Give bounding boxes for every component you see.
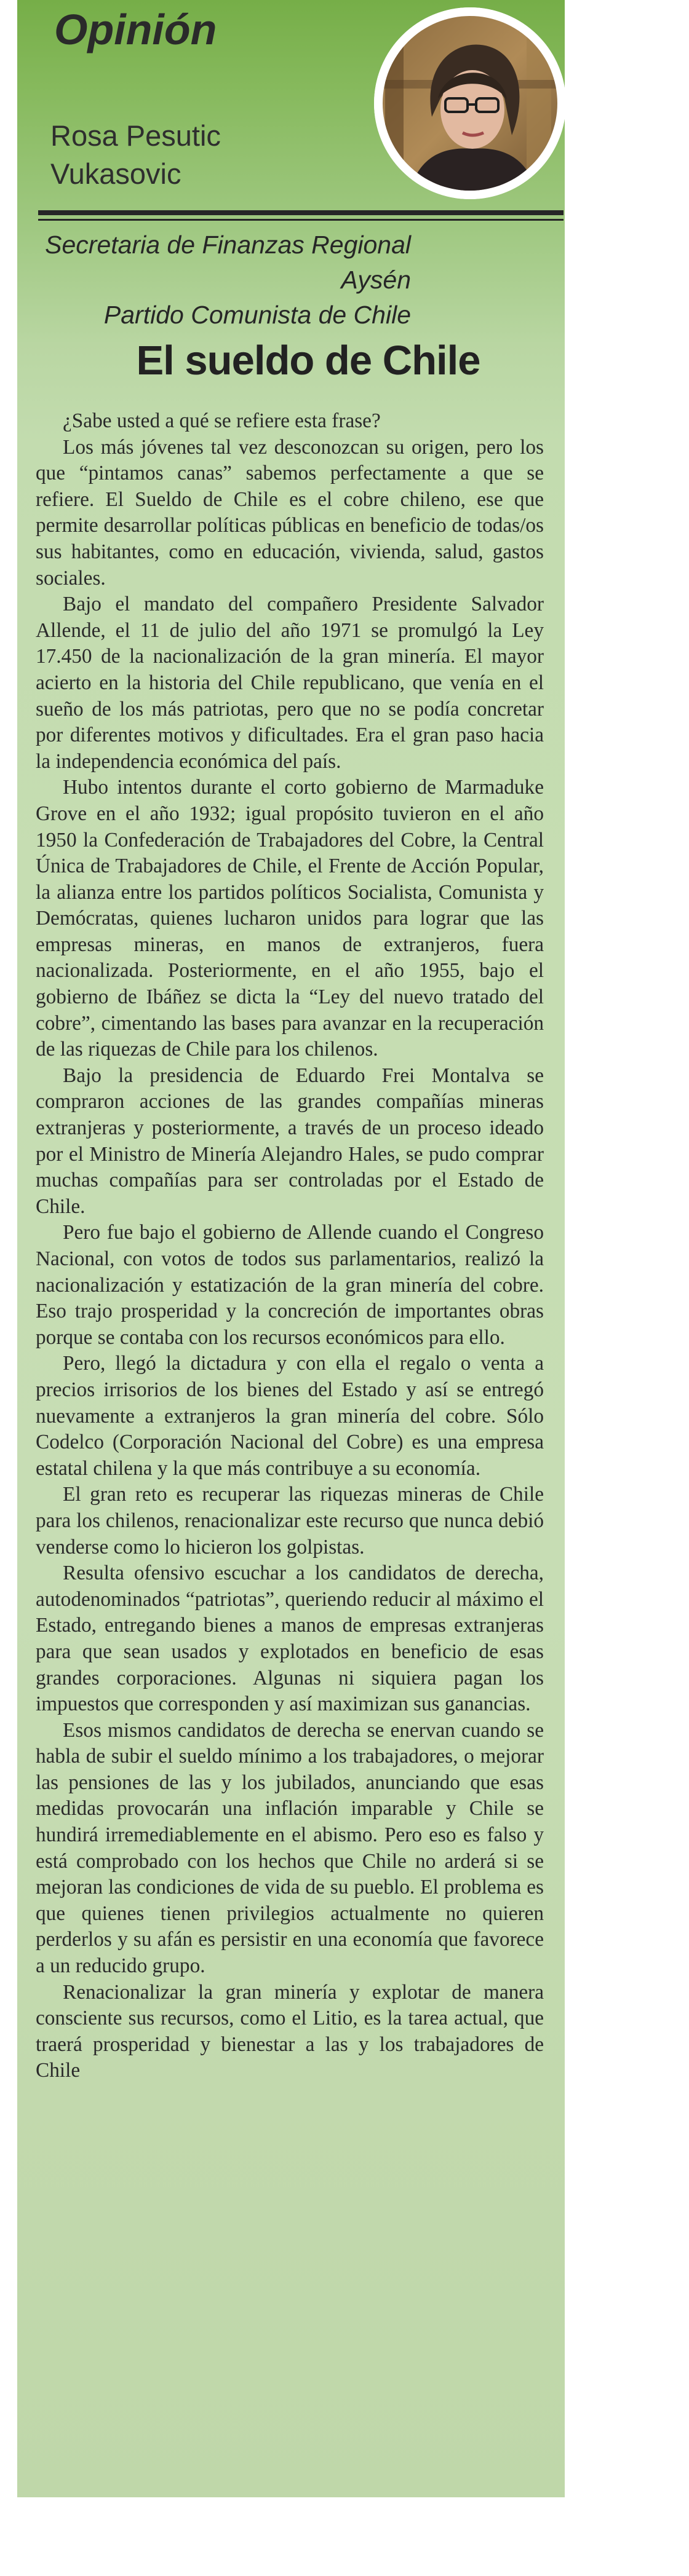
article-paragraph: Resulta ofensivo escuchar a los candidatos de derecha, autodenominados “patriotas”, queriendo reducir al máximo el Estado, entregando bienes a manos de empresas extranjeras para que sean usados y explotados en beneficio de esas grandes corporaciones. Algunas ni siquiera pagan los impuestos que corresponden y así maximizan sus ganancias.: [36, 1562, 544, 1716]
green-column-panel: [17, 0, 565, 2497]
header-divider: [38, 210, 564, 215]
author-first-line: Rosa Pesutic: [50, 119, 221, 152]
article-paragraph: Hubo intentos durante el corto gobierno de Marmaduke Grove en el año 1932; igual propósito tuvieron en el año 1950 la Confederación de Trabajadores del Cobre, la Central Única de Trabajadores de Chile, el Frente de Acción Popular, la alianza entre los partidos políticos Socialista, Comunista y Demócratas, quienes lucharon unidos para lograr que las empresas mineras, en manos de extranjeros, fuera nacionalizada. Posteriormente, en el año 1955, bajo el gobierno de Ibáñez se dicta la “Ley del nuevo tratado del cobre”, cimentando las bases para avanzar en la recuperación de las riquezas de Chile para los chilenos.: [36, 776, 544, 1061]
header-divider-thin: [38, 219, 564, 221]
author-name: [50, 117, 221, 193]
author-credit: [17, 227, 411, 333]
article-paragraph: Pero, llegó la dictadura y con ella el regalo o venta a precios irrisorios de los bienes del Estado y así se entregó nuevamente a extranjeros la gran minería del cobre. Sólo Codelco (Corporación Nacional del Cobre) es una empresa estatal chilena y la que más contribuye a su economía.: [36, 1352, 544, 1480]
author-role: Secretaria de Finanzas Regional Aysén: [45, 231, 411, 294]
article-paragraph: Bajo la presidencia de Eduardo Frei Montalva se compraron acciones de las grandes compañías mineras extranjeras y posteriormente, a través de un proceso ideado por el Ministro de Minería Alejandro Hales, se pudo comprar muchas compañías para ser controladas por el Estado de Chile.: [36, 1064, 544, 1218]
article-paragraph: Los más jóvenes tal vez desconozcan su origen, pero los que “pintamos canas” sabemos perfectamente a que se refiere. El Sueldo de Chile es el cobre chileno, ese que permite desarrollar políticas públicas en beneficio de todas/os sus habitantes, como en educación, vivienda, salud, gastos sociales.: [36, 435, 544, 590]
article-title: El sueldo de Chile: [136, 338, 480, 384]
article-paragraph: ¿Sabe usted a qué se refiere esta frase?: [63, 409, 381, 432]
article-paragraph: Pero fue bajo el gobierno de Allende cuando el Congreso Nacional, con votos de todos sus parlamentarios, realizó la nacionalización y estatización de la gran minería del cobre. Eso trajo prosperidad y la concreción de importantes obras porque se contaba con los recursos económicos para ello.: [36, 1221, 544, 1349]
author-second-line: Vukasovic: [50, 157, 181, 190]
article-paragraph: Renacionalizar la gran minería y explotar de manera consciente sus recursos, como el Litio, es la tarea actual, que traerá prosperidad y bienestar a las y los trabajadores de Chile: [36, 1980, 544, 2082]
article-paragraph: Bajo el mandato del compañero Presidente Salvador Allende, el 11 de julio del año 1971 se promulgó la Ley 17.450 de la nacionalización de la gran minería. El mayor acierto en la historia del Chile republicano, que venía en el sueño de los más patriotas, pero que no se podía concretar por diferentes motivos y dificultades. Era el gran paso hacia la independencia económica del país.: [36, 593, 544, 773]
section-label: Opinión: [54, 6, 217, 53]
author-party: Partido Comunista de Chile: [103, 301, 411, 329]
article-paragraph: Esos mismos candidatos de derecha se enervan cuando se habla de subir el sueldo mínimo a los trabajadores, o mejorar las pensiones de las y los jubilados, anunciando que esas medidas provocarán una inflación imparable y Chile se hundirá irremediablemente en el abismo. Pero eso es falso y está comprobado con los hechos que Chile no arderá si se mejoran las condiciones de vida de su pueblo. El problema es que quienes tienen privilegios actualmente no quieren perderlos y su afán es persistir en una economía que favorece a un reducido grupo.: [36, 1718, 544, 1978]
article-paragraph: El gran reto es recuperar las riquezas mineras de Chile para los chilenos, renacionalizar este recurso que nunca debió venderse como lo hicieron los golpistas.: [36, 1483, 544, 1559]
article-body: [36, 408, 544, 2084]
author-photo: [373, 6, 567, 200]
